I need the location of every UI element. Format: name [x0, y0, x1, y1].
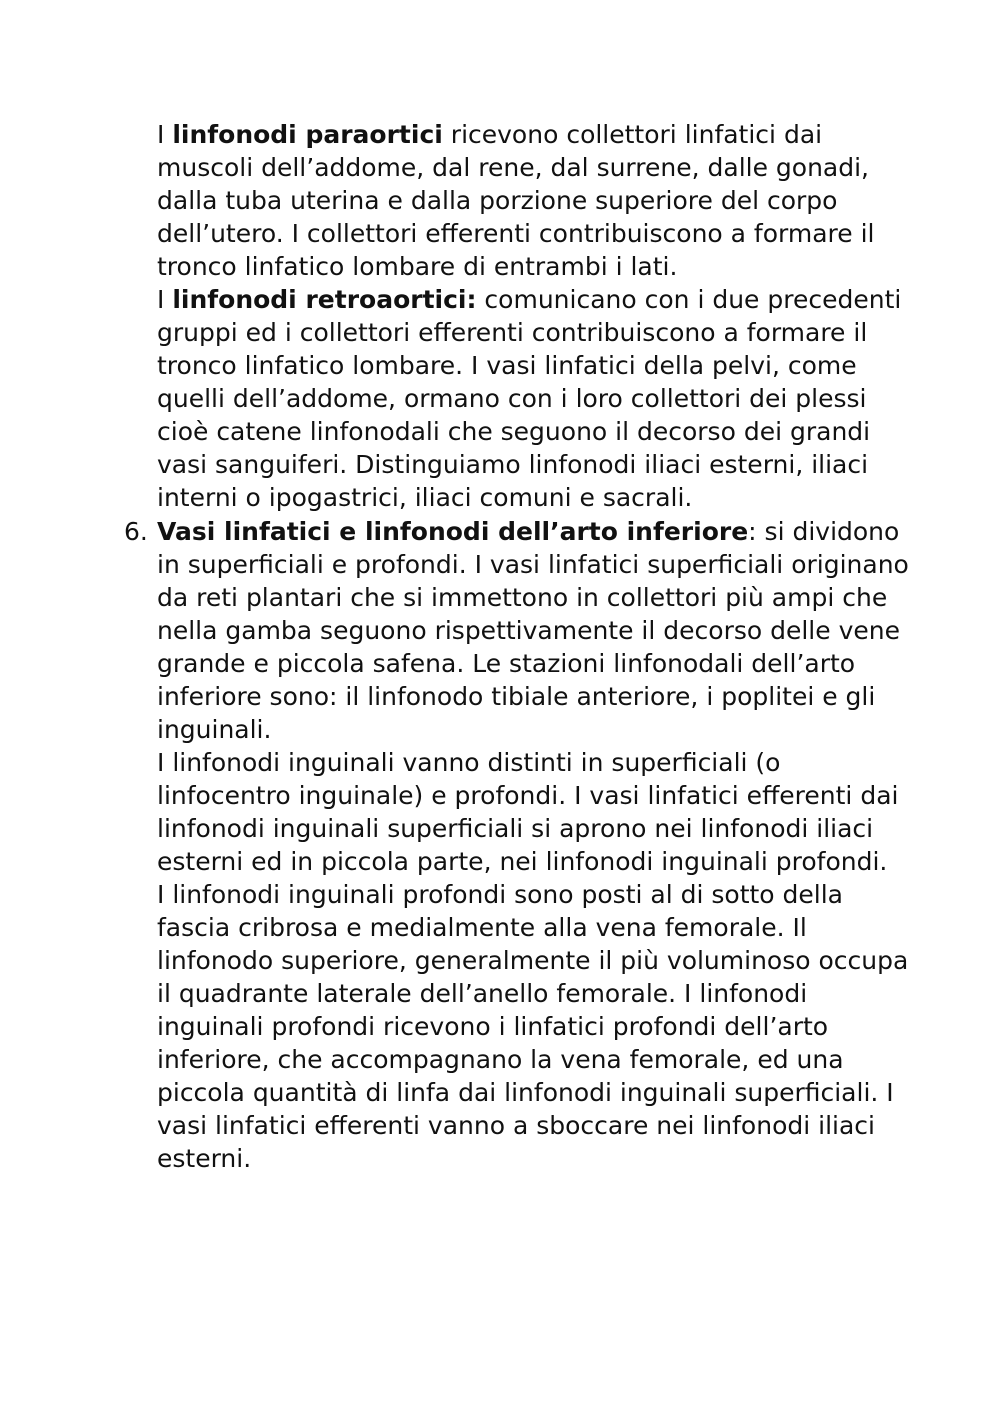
text-block-lymph-nodes — [157, 118, 917, 514]
term-paraortici: linfonodi paraortici — [172, 120, 443, 149]
paragraph-inguinali: I linfonodi inguinali vanno distinti in superficiali (o linfocentro inguinale) e profondi. I vasi linfatici efferenti dai linfonodi inguinali superficiali si aprono nei linfonodi iliaci esterni ed in piccola parte, nei linfonodi inguinali profondi. — [157, 748, 899, 876]
paragraph-prefix: I — [157, 120, 173, 149]
paragraph-retroaortici — [157, 283, 917, 514]
paragraph-paraortici — [157, 118, 917, 283]
term-retroaortici: linfonodi retroaortici: — [172, 285, 477, 314]
paragraph-prefix: I — [157, 285, 173, 314]
list-number: 6. — [124, 517, 148, 546]
paragraph-text: : si dividono in superficiali e profondi. I vasi linfatici superficiali originano da reti plantari che si immettono in collettori più ampi che nella gamba seguono rispettivamente il decorso delle vene grande e piccola safena. Le stazioni linfonodali dell’arto inferiore sono: il linfonodo tibiale anteriore, i poplitei e gli inguinali. — [157, 517, 909, 744]
paragraph-text: comunicano con i due precedenti gruppi ed i collettori efferenti contribuiscono a formare il tronco linfatico lombare. I vasi linfatici della pelvi, come quelli dell’addome, ormano con i loro collettori dei plessi cioè catene linfonodali che seguono il decorso dei grandi vasi sanguiferi. Distinguiamo linfonodi iliaci esterni, iliaci interni o ipogastrici, iliaci comuni e sacrali. — [157, 285, 902, 512]
paragraph-arto-inferiore — [157, 515, 917, 746]
paragraph-inguinali-profondi: I linfonodi inguinali profondi sono posti al di sotto della fascia cribrosa e medialmente alla vena femorale. Il linfonodo superiore, generalmente il più voluminoso occupa il quadrante laterale dell’anello femorale. I linfonodi inguinali profondi ricevono i linfatici profondi dell’arto inferiore, che accompagnano la vena femorale, ed una piccola quantità di linfa dai linfonodi inguinali superficiali. I vasi linfatici efferenti vanno a sboccare nei linfonodi iliaci esterni. — [157, 880, 909, 1173]
heading-arto-inferiore: Vasi linfatici e linfonodi dell’arto inferiore — [157, 517, 749, 546]
list-item-6 — [124, 515, 917, 1175]
paragraph-text: ricevono collettori linfatici dai muscoli dell’addome, dal rene, dal surrene, dalle gonadi, dalla tuba uterina e dalla porzione superiore del corpo dell’utero. I collettori efferenti contribuiscono a formare il tronco linfatico lombare di entrambi i lati. — [157, 120, 875, 281]
